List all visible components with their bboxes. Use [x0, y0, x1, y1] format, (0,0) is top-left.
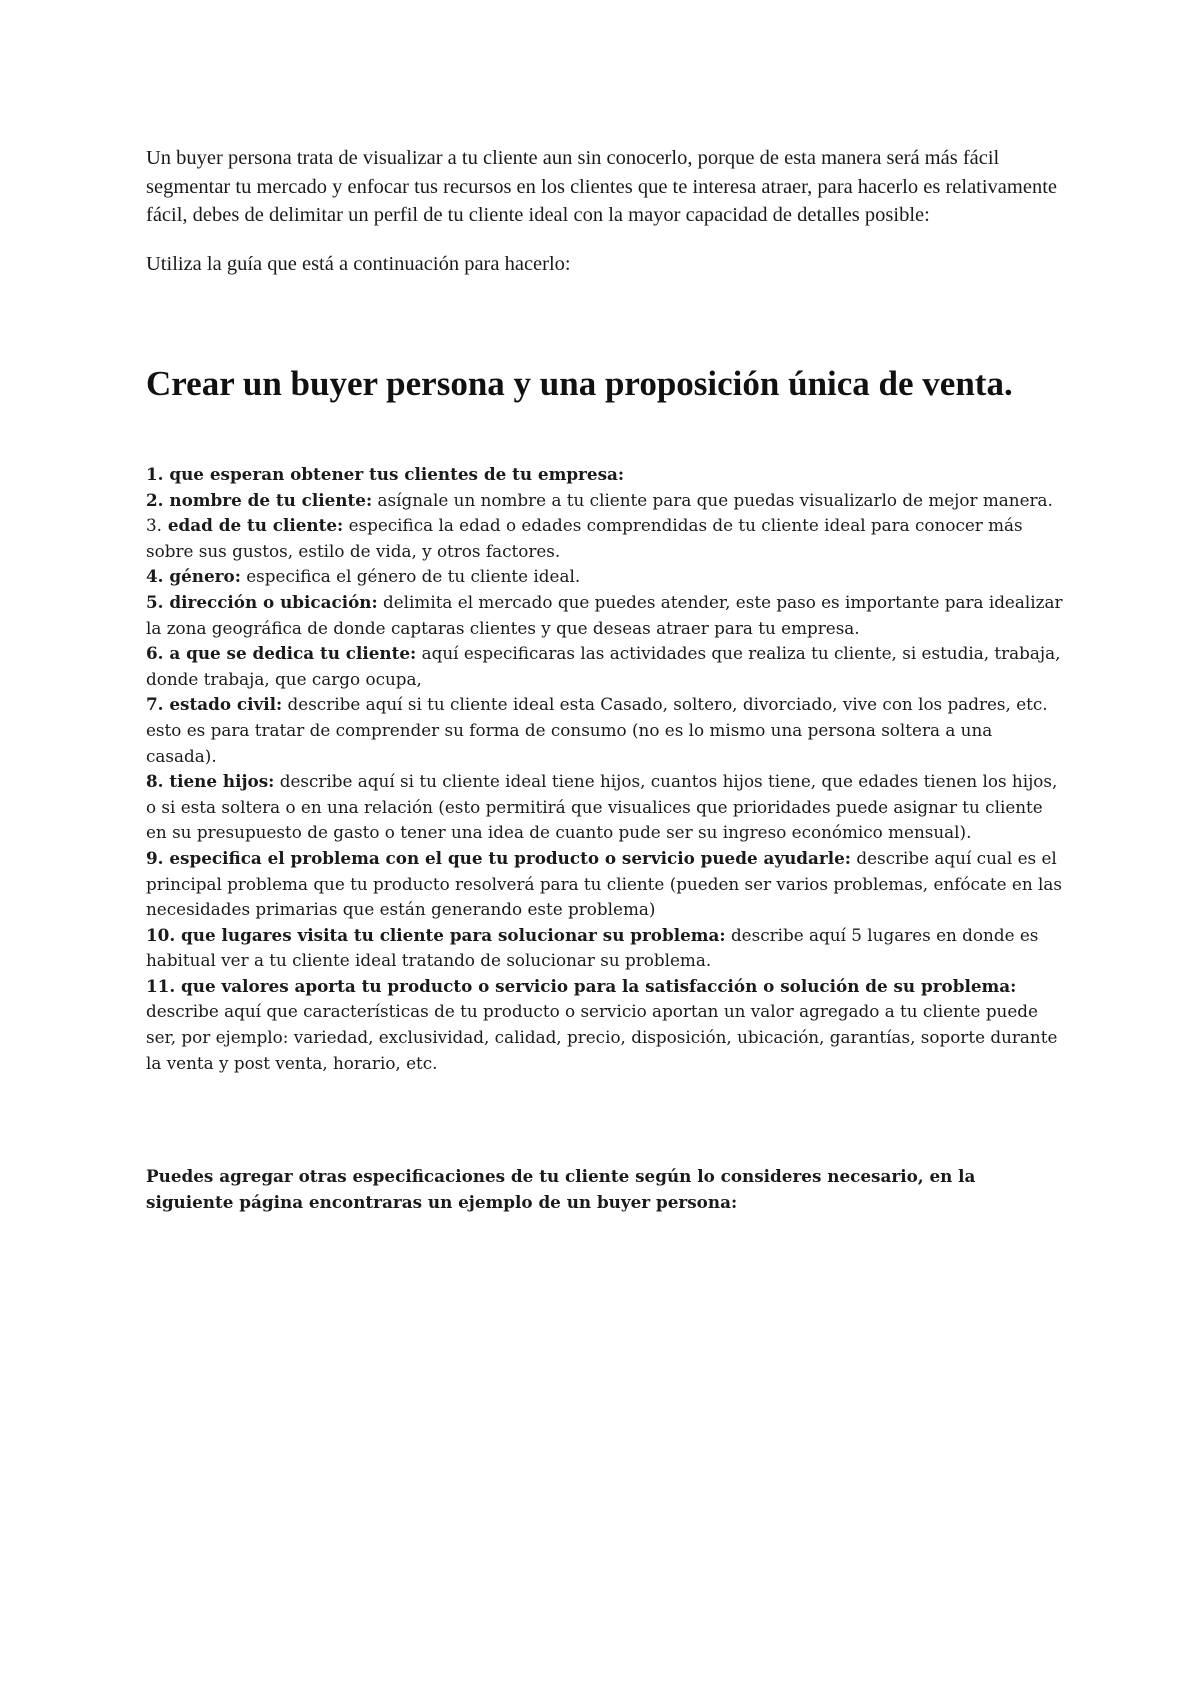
- item-number: 4.: [146, 566, 164, 587]
- list-item: [146, 692, 1066, 769]
- item-label: género:: [163, 566, 241, 587]
- item-text: describe aquí cual es el principal problema que tu producto resolverá para tu cliente (pueden ser varios problemas, enfócate en las necesidades primarias que están generando este problema): [146, 847, 1062, 920]
- instruction-paragraph: Utiliza la guía que está a continuación para hacerlo:: [146, 252, 571, 275]
- list-item: [146, 564, 1066, 590]
- item-number: 2.: [146, 489, 164, 510]
- item-label: a que se dedica tu cliente:: [163, 643, 417, 664]
- item-label: tiene hijos:: [163, 771, 275, 792]
- item-text: especifica la edad o edades comprendidas de tu cliente ideal para conocer más sobre sus gustos, estilo de vida, y otros factores.: [146, 515, 1023, 561]
- page-title: Crear un buyer persona y una proposición única de venta.: [146, 364, 1013, 403]
- item-label: que lugares visita tu cliente para solucionar su problema:: [175, 924, 726, 945]
- item-label: estado civil:: [163, 694, 283, 715]
- item-text: describe aquí 5 lugares en donde es habitual ver a tu cliente ideal tratando de solucionar su problema.: [146, 924, 1039, 971]
- item-number: 1.: [146, 464, 164, 484]
- item-text: aquí especificaras las actividades que realiza tu cliente, si estudia, trabaja, donde trabaja, que cargo ocupa,: [146, 643, 1061, 689]
- item-number: 6.: [146, 643, 164, 664]
- item-label: que valores aporta tu producto o servicio para la satisfacción o solución de su problema:: [175, 975, 1017, 996]
- item-number: 5.: [146, 591, 164, 612]
- list-item: [146, 513, 1066, 564]
- list-item: [146, 641, 1066, 692]
- item-text: describe aquí que características de tu producto o servicio aportan un valor agregado a tu cliente puede ser, por ejemplo: variedad, exclusividad, calidad, precio, disposición, ubicación, garantías, soporte durante la venta y post venta, horario, etc.: [146, 1001, 1058, 1073]
- item-number: 8.: [146, 771, 164, 792]
- list-item: [146, 974, 1066, 1076]
- item-number: 9.: [146, 847, 164, 868]
- list-item: [146, 846, 1066, 923]
- intro-paragraph: Un buyer persona trata de visualizar a tu cliente aun sin conocerlo, porque de esta manera será más fácil segmentar tu mercado y enfocar tus recursos en los clientes que te interesa atraer, para hacerlo es relativamente fácil, debes de delimitar un perfil de tu cliente ideal con la mayor capacidad de detalles posible:: [146, 147, 1057, 226]
- item-label: edad de tu cliente:: [162, 515, 344, 536]
- closing-paragraph: Puedes agregar otras especificaciones de tu cliente según lo consideres necesario, en la siguiente página encontraras un ejemplo de un buyer persona:: [146, 1166, 976, 1212]
- item-text: delimita el mercado que puedes atender, este paso es importante para idealizar la zona geográfica de donde captaras clientes y que deseas atraer para tu empresa.: [146, 591, 1063, 638]
- item-text: describe aquí si tu cliente ideal tiene hijos, cuantos hijos tiene, que edades tienen los hijos, o si esta soltera o en una relación (esto permitirá que visualices que prioridades puede asignar tu cliente en su presupuesto de gasto o tener una idea de cuanto pude ser su ingreso económico mensual).: [146, 771, 1058, 843]
- guide-list: [146, 462, 1066, 1076]
- list-item: [146, 769, 1066, 846]
- list-item: [146, 488, 1066, 514]
- item-number: 7.: [146, 694, 164, 715]
- list-item: [146, 923, 1066, 974]
- item-number: 11.: [146, 975, 176, 996]
- list-item: [146, 462, 1066, 488]
- item-text: asígnale un nombre a tu cliente para que puedas visualizarlo de mejor manera.: [372, 489, 1053, 510]
- item-label: especifica el problema con el que tu producto o servicio puede ayudarle:: [163, 847, 851, 868]
- item-label: nombre de tu cliente:: [163, 489, 373, 510]
- item-text: describe aquí si tu cliente ideal esta Casado, soltero, divorciado, vive con los padres, etc. esto es para tratar de comprender su forma de consumo (no es lo mismo una persona soltera a una casada).: [146, 694, 1048, 766]
- item-label: dirección o ubicación:: [163, 591, 378, 612]
- item-label: que esperan obtener tus clientes de tu empresa:: [163, 464, 625, 484]
- list-item: [146, 590, 1066, 641]
- item-number: 3.: [146, 515, 163, 536]
- item-number: 10.: [146, 924, 176, 945]
- item-text: especifica el género de tu cliente ideal.: [240, 566, 581, 587]
- document-page: [146, 144, 1066, 1215]
